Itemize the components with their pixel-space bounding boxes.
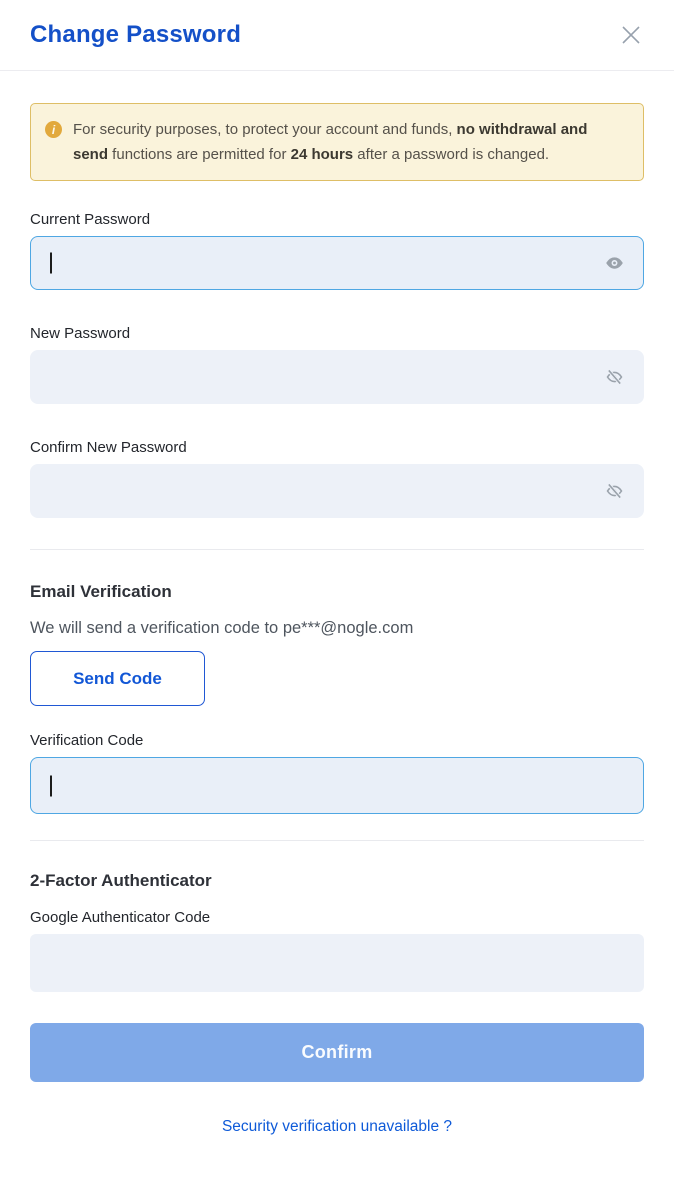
section-divider (30, 840, 644, 841)
new-password-field (30, 350, 644, 404)
google-authenticator-label: Google Authenticator Code (30, 909, 211, 926)
toggle-password-visibility-button[interactable] (602, 251, 627, 276)
verification-code-label: Verification Code (30, 732, 144, 749)
verification-code-field (30, 757, 644, 814)
confirm-new-password-label: Confirm New Password (30, 439, 187, 456)
modal-body (0, 103, 674, 1136)
google-authenticator-field (30, 934, 644, 992)
google-authenticator-input[interactable] (31, 935, 643, 991)
new-password-group (30, 325, 644, 404)
security-notice-banner (30, 103, 644, 181)
google-authenticator-group (30, 909, 644, 992)
verification-code-input[interactable] (31, 758, 643, 813)
confirm-button[interactable]: Confirm (30, 1023, 644, 1082)
current-password-group (30, 211, 644, 290)
text-caret (50, 775, 52, 796)
close-button[interactable] (616, 20, 646, 50)
text-caret (50, 253, 52, 274)
new-password-input[interactable] (31, 351, 643, 403)
verification-code-group (30, 732, 644, 814)
confirm-new-password-input[interactable] (31, 465, 643, 517)
section-divider (30, 549, 644, 550)
eye-icon (604, 253, 625, 274)
page-title: Change Password (30, 21, 242, 48)
send-code-button[interactable]: Send Code (30, 651, 205, 706)
email-verification-heading: Email Verification (30, 582, 172, 601)
security-notice-text: For security purposes, to protect your account and funds, no withdrawal and send functions are permitted for 24 hours after a password is changed. (73, 121, 588, 163)
eye-off-icon (604, 481, 625, 502)
confirm-new-password-group (30, 439, 644, 518)
confirm-new-password-field (30, 464, 644, 518)
current-password-field (30, 236, 644, 290)
toggle-password-visibility-button[interactable] (602, 479, 627, 504)
footer-link-row (30, 1118, 644, 1136)
eye-off-icon (604, 367, 625, 388)
info-icon: i (45, 121, 62, 138)
modal-header (0, 0, 674, 71)
two-factor-heading: 2-Factor Authenticator (30, 871, 212, 890)
close-icon (620, 24, 642, 46)
email-verification-description: We will send a verification code to pe***@nogle.com (30, 619, 414, 637)
current-password-input[interactable] (31, 237, 643, 289)
current-password-label: Current Password (30, 211, 151, 228)
security-verification-link[interactable]: Security verification unavailable ? (221, 1118, 453, 1135)
new-password-label: New Password (30, 325, 131, 342)
toggle-password-visibility-button[interactable] (602, 365, 627, 390)
